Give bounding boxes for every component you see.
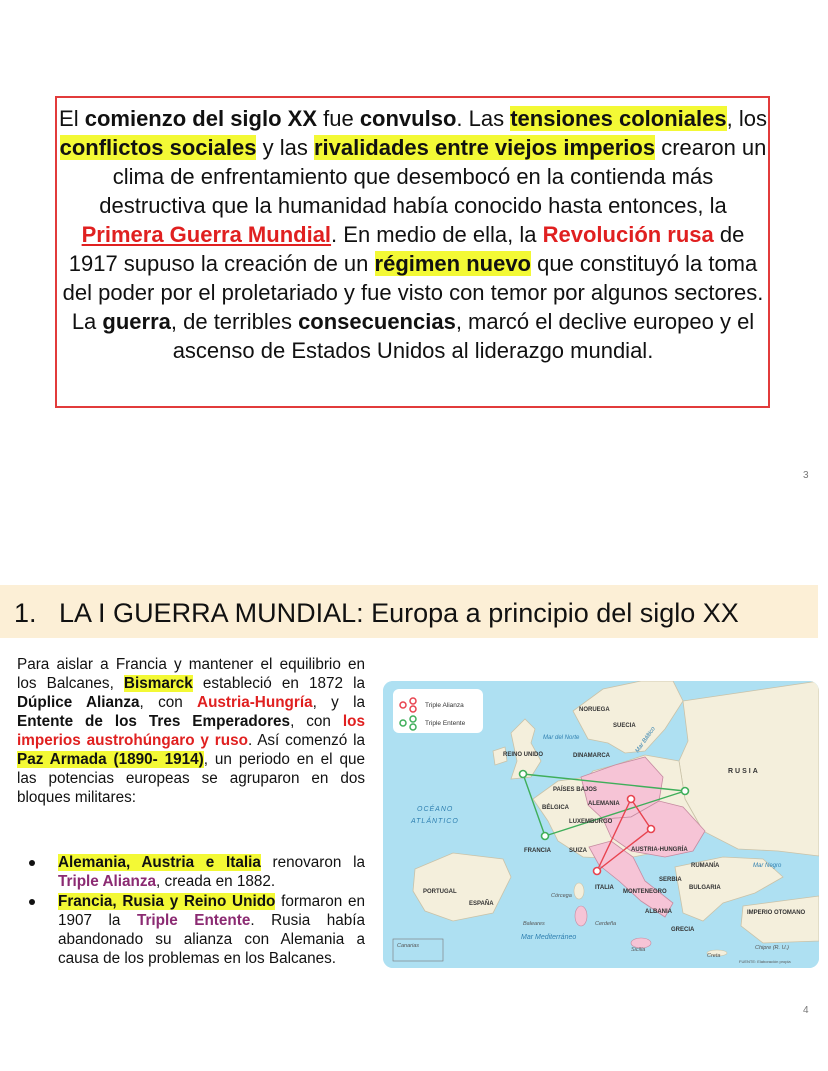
list-item: Alemania, Austria e Italia renovaron la Triple Alianza, creada en 1882. [17, 853, 365, 891]
svg-text:RUSIA: RUSIA [728, 768, 760, 775]
highlight: tensiones coloniales [510, 106, 727, 131]
svg-text:PAÍSES BAJOS: PAÍSES BAJOS [553, 787, 597, 793]
svg-text:PORTUGAL: PORTUGAL [423, 889, 457, 895]
svg-text:Sicilia: Sicilia [631, 947, 646, 953]
highlight: rivalidades entre viejos imperios [313, 135, 656, 160]
svg-text:FUENTE: Elaboración propia: FUENTE: Elaboración propia [739, 959, 791, 964]
page-number: 4 [803, 1005, 809, 1016]
highlight: conflictos sociales [59, 135, 257, 160]
svg-text:ALEMANIA: ALEMANIA [588, 801, 620, 807]
svg-text:ESPAÑA: ESPAÑA [469, 901, 494, 907]
svg-text:Chipre (R. U.): Chipre (R. U.) [755, 945, 789, 951]
svg-text:RUMANÍA: RUMANÍA [691, 863, 720, 869]
svg-text:Canarias: Canarias [397, 943, 420, 949]
svg-text:IMPERIO OTOMANO: IMPERIO OTOMANO [747, 910, 806, 916]
body-paragraph: Para aislar a Francia y mantener el equilibrio en los Balcanes, Bismarck estableció en 1872 la Dúplice Alianza, con Austria-Hungría, y la Entente de los Tres Emperadores, con los imperios austrohúngaro y ruso. Así comenzó la Paz Armada (1890- 1914), un periodo en el que las potencias europeas se agruparon en dos bloques militares: [17, 656, 366, 806]
svg-text:MONTENEGRO: MONTENEGRO [623, 889, 667, 895]
svg-text:Cerdeña: Cerdeña [595, 921, 617, 927]
svg-text:Mar Negro: Mar Negro [753, 863, 782, 869]
europe-alliances-map [383, 681, 819, 968]
page-number: 3 [803, 470, 809, 481]
svg-text:ATLÁNTICO: ATLÁNTICO [411, 818, 459, 825]
svg-text:OCÉANO: OCÉANO [417, 806, 454, 813]
bloc-list [17, 853, 365, 969]
bullet-icon [29, 860, 35, 866]
svg-text:Córcega: Córcega [551, 893, 572, 899]
svg-text:LUXEMBURGO: LUXEMBURGO [569, 819, 613, 825]
legend-alliance: Triple Alianza [425, 702, 464, 709]
bullet-icon [29, 899, 35, 905]
highlight: régimen nuevo [374, 251, 531, 276]
svg-text:SUIZA: SUIZA [569, 848, 587, 854]
svg-text:DINAMARCA: DINAMARCA [573, 753, 610, 759]
svg-text:GRECIA: GRECIA [671, 927, 695, 933]
svg-text:FRANCIA: FRANCIA [524, 848, 551, 854]
svg-text:Mar Báltico: Mar Báltico [634, 726, 657, 755]
svg-text:AUSTRIA-HUNGRÍA: AUSTRIA-HUNGRÍA [631, 847, 688, 853]
svg-text:NORUEGA: NORUEGA [579, 707, 610, 713]
legend-entente: Triple Entente [425, 720, 466, 727]
svg-text:ITALIA: ITALIA [595, 885, 614, 891]
svg-text:Mar del Norte: Mar del Norte [543, 735, 580, 741]
list-item: Francia, Rusia y Reino Unido formaron en 1907 la Triple Entente. Rusia había abandonado su alianza con Alemania a causa de los problemas en los Balcanes. [17, 892, 365, 968]
svg-text:SERBIA: SERBIA [659, 877, 682, 883]
svg-text:REINO UNIDO: REINO UNIDO [503, 752, 544, 758]
svg-text:BÉLGICA: BÉLGICA [542, 805, 569, 811]
svg-text:Mar Mediterráneo: Mar Mediterráneo [521, 934, 577, 941]
intro-paragraph: El comienzo del siglo XX fue convulso. Las tensiones coloniales, los conflictos sociales y las rivalidades entre viejos imperios crearon un clima de enfrentamiento que desembocó en la contienda más destructiva que la humanidad había conocido hasta entonces, la Primera Guerra Mundial. En medio de ella, la Revolución rusa de 1917 supuso la creación de un régimen nuevo que constituyó la toma del poder por el proletariado y fue visto con temor por algunos sectores. La guerra, de terribles consecuencias, marcó el declive europeo y el ascenso de Estados Unidos al liderazgo mundial. [59, 106, 767, 363]
svg-text:BULGARIA: BULGARIA [689, 885, 721, 891]
svg-text:Baleares: Baleares [523, 921, 545, 927]
section-title: 1. LA I GUERRA MUNDIAL: Europa a principio del siglo XX [14, 598, 739, 628]
svg-text:SUECIA: SUECIA [613, 723, 636, 729]
ww1-link[interactable]: Primera Guerra Mundial [81, 222, 332, 247]
svg-text:Creta: Creta [707, 953, 721, 959]
svg-text:ALBANIA: ALBANIA [645, 909, 672, 915]
